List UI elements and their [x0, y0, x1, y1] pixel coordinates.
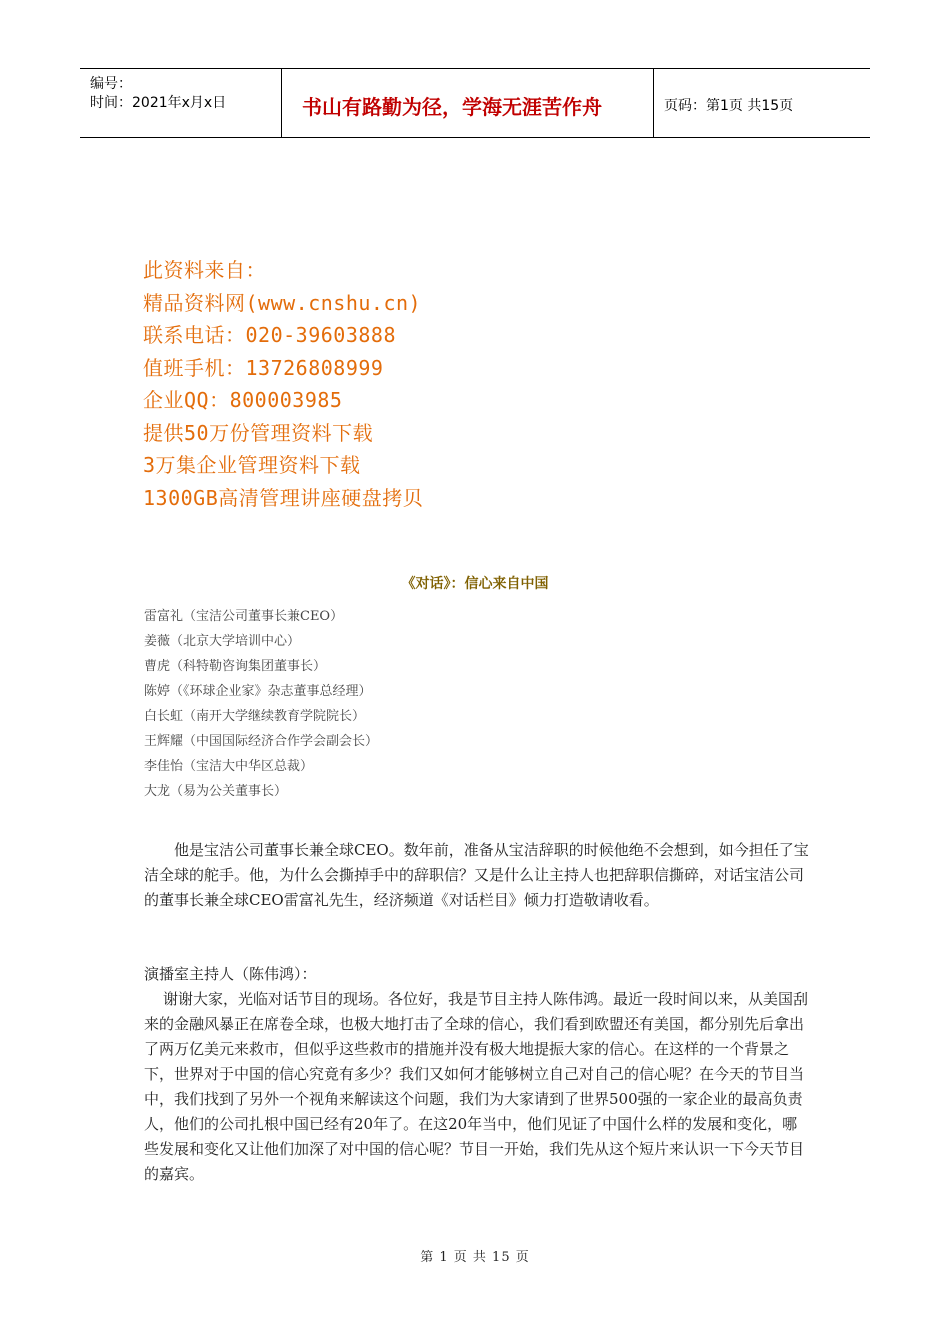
host-speech-paragraph	[144, 987, 810, 1187]
source-phone: 联系电话：020-39603888	[143, 323, 396, 347]
source-line: 此资料来自：	[143, 258, 266, 282]
page-footer: 第 1 页 共 15 页	[420, 1250, 530, 1265]
header-right-cell	[654, 69, 870, 137]
motto: 书山有路勤为径，学海无涯苦作舟	[302, 95, 602, 119]
header-left-cell	[80, 69, 282, 137]
header-middle-cell	[282, 69, 654, 137]
source-website: 精品资料网(www.cnshu.cn)	[143, 290, 422, 315]
source-mobile: 值班手机：13726808999	[143, 355, 384, 380]
source-line: 3万集企业管理资料下载	[143, 453, 361, 477]
guest-item: 大龙（易为公关董事长）	[144, 784, 288, 799]
source-line: 1300GB高清管理讲座硬盘拷贝	[143, 485, 424, 510]
source-block	[143, 254, 423, 514]
host-label: 演播室主持人（陈伟鸿）：	[144, 965, 317, 983]
guest-item: 王辉耀（中国国际经济合作学会副会长）	[144, 734, 379, 749]
page-info: 页码：第1页 共15页	[664, 98, 794, 114]
number-label: 编号：	[90, 76, 132, 92]
intro-text: 他是宝洁公司董事长兼全球CEO。数年前，准备从宝洁辞职的时候他绝不会想到，如今担任了宝洁全球的舵手。他，为什么会撕掉手中的辞职信？又是什么让主持人也把辞职信撕碎，对话宝洁公司的董事长兼全球CEO雷富礼先生，经济频道《对话栏目》倾力打造敬请收看。	[144, 841, 809, 909]
source-line: 提供50万份管理资料下载	[143, 420, 374, 445]
header-table	[80, 68, 870, 138]
source-qq: 企业QQ：800003985	[143, 388, 343, 412]
guest-list	[144, 604, 378, 804]
guest-item: 雷富礼（宝洁公司董事长兼CEO）	[144, 609, 344, 624]
guest-item: 曹虎（科特勒咨询集团董事长）	[144, 659, 327, 674]
intro-paragraph	[144, 838, 810, 913]
host-speech-text: 谢谢大家，光临对话节目的现场。各位好，我是节目主持人陈伟鸿。最近一段时间以来，从美国刮来的金融风暴正在席卷全球，也极大地打击了全球的信心，我们看到欧盟还有美国，都分别先后拿出了两万亿美元来救市，但似乎这些救市的措施并没有极大地提振大家的信心。在这样的一个背景之下，世界对于中国的信心究竟有多少？我们又如何才能够树立自己对自己的信心呢？在今天的节目当中，我们找到了另外一个视角来解读这个问题，我们为大家请到了世界500强的一家企业的最高负责人，他们的公司扎根中国已经有20年了。在这20年当中，他们见证了中国什么样的发展和变化，哪些发展和变化又让他们加深了对中国的信心呢？节目一开始，我们先从这个短片来认识一下今天节目的嘉宾。	[144, 990, 809, 1183]
guest-item: 李佳怡（宝洁大中华区总裁）	[144, 759, 314, 774]
article-title: 《对话》：信心来自中国	[401, 576, 549, 592]
guest-item: 白长虹（南开大学继续教育学院院长）	[144, 709, 366, 724]
guest-item: 陈婷（《环球企业家》杂志董事总经理）	[144, 684, 372, 699]
time-label: 时间：2021年x月x日	[90, 95, 227, 111]
guest-item: 姜薇（北京大学培训中心）	[144, 634, 301, 649]
